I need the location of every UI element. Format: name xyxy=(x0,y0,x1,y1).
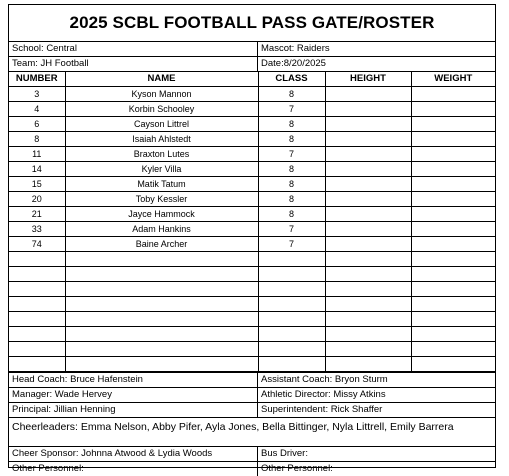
table-row xyxy=(9,282,495,297)
cell-class xyxy=(258,297,325,312)
cell-name xyxy=(65,342,258,357)
cell-height xyxy=(325,162,411,177)
date-field: Date:8/20/2025 xyxy=(261,58,326,69)
table-row xyxy=(9,207,495,222)
table-row xyxy=(9,252,495,267)
cell-name: Cayson Littrel xyxy=(65,117,258,132)
cell-height xyxy=(325,327,411,342)
cell-height xyxy=(325,237,411,252)
cell-height xyxy=(325,132,411,147)
cell-number: 4 xyxy=(9,102,65,117)
cell-number: 15 xyxy=(9,177,65,192)
cell-weight xyxy=(411,117,495,132)
school-field: School: Central xyxy=(9,42,258,56)
cell-weight xyxy=(411,207,495,222)
table-row xyxy=(9,267,495,282)
cell-weight xyxy=(411,102,495,117)
cell-number xyxy=(9,297,65,312)
table-row xyxy=(9,102,495,117)
cell-name xyxy=(65,297,258,312)
cell-number xyxy=(9,252,65,267)
team-field: Team: JH Football xyxy=(9,57,258,71)
cell-name: Toby Kessler xyxy=(65,192,258,207)
cell-name xyxy=(65,252,258,267)
cell-weight xyxy=(411,267,495,282)
footer-row-other xyxy=(9,462,495,476)
cell-height xyxy=(325,252,411,267)
cell-weight xyxy=(411,282,495,297)
column-header-name: NAME xyxy=(65,72,258,87)
cell-name xyxy=(65,327,258,342)
cheer-sponsor-field: Cheer Sponsor: Johnna Atwood & Lydia Woods xyxy=(9,447,258,461)
cell-weight xyxy=(411,147,495,162)
cell-name xyxy=(65,282,258,297)
cell-class xyxy=(258,342,325,357)
cell-weight xyxy=(411,192,495,207)
cell-number: 74 xyxy=(9,237,65,252)
cell-name: Adam Hankins xyxy=(65,222,258,237)
cell-height xyxy=(325,297,411,312)
assistant-coach-field: Assistant Coach: Bryon Sturm xyxy=(261,374,388,385)
info-row-school xyxy=(9,42,495,57)
cell-name: Braxton Lutes xyxy=(65,147,258,162)
cell-weight xyxy=(411,312,495,327)
roster-table xyxy=(9,72,495,372)
cell-number xyxy=(9,267,65,282)
table-row xyxy=(9,327,495,342)
athletic-director-field: Athletic Director: Missy Atkins xyxy=(261,389,386,400)
cell-number: 14 xyxy=(9,162,65,177)
footer-row-principal xyxy=(9,403,495,418)
column-header-number: NUMBER xyxy=(9,72,65,87)
cell-number: 33 xyxy=(9,222,65,237)
cell-height xyxy=(325,147,411,162)
roster-body xyxy=(9,87,495,372)
cell-class: 8 xyxy=(258,207,325,222)
cell-height xyxy=(325,312,411,327)
table-row xyxy=(9,177,495,192)
cell-number xyxy=(9,357,65,372)
cell-number xyxy=(9,282,65,297)
cell-class xyxy=(258,357,325,372)
info-row-team xyxy=(9,57,495,72)
cell-number: 8 xyxy=(9,132,65,147)
cell-height xyxy=(325,192,411,207)
cell-height xyxy=(325,357,411,372)
cell-weight xyxy=(411,237,495,252)
cell-number: 20 xyxy=(9,192,65,207)
cell-height xyxy=(325,342,411,357)
cheerleaders-field: Cheerleaders: Emma Nelson, Abby Pifer, Ayla Jones, Bella Bittinger, Nyla Littrell, Emily Barrera xyxy=(9,418,495,447)
cell-weight xyxy=(411,177,495,192)
cell-class: 7 xyxy=(258,222,325,237)
cell-number xyxy=(9,312,65,327)
cell-class: 8 xyxy=(258,132,325,147)
cell-class: 8 xyxy=(258,192,325,207)
cell-name: Kyson Mannon xyxy=(65,87,258,102)
cell-weight xyxy=(411,132,495,147)
other-personnel-right-field: Other Personnel: xyxy=(261,463,333,474)
cell-height xyxy=(325,207,411,222)
manager-field: Manager: Wade Hervey xyxy=(9,388,258,402)
footer-row-coaches xyxy=(9,373,495,388)
roster-header-row xyxy=(9,72,495,87)
cell-weight xyxy=(411,162,495,177)
cell-name xyxy=(65,267,258,282)
footer-row-sponsor xyxy=(9,447,495,462)
cell-number: 6 xyxy=(9,117,65,132)
head-coach-field: Head Coach: Bruce Hafenstein xyxy=(9,373,258,387)
cell-class xyxy=(258,312,325,327)
table-row xyxy=(9,162,495,177)
cell-name: Korbin Schooley xyxy=(65,102,258,117)
cell-height xyxy=(325,117,411,132)
principal-field: Principal: Jillian Henning xyxy=(9,403,258,417)
cell-height xyxy=(325,222,411,237)
table-row xyxy=(9,192,495,207)
cell-name: Matik Tatum xyxy=(65,177,258,192)
bus-driver-field: Bus Driver: xyxy=(261,448,308,459)
cell-class xyxy=(258,327,325,342)
table-row xyxy=(9,312,495,327)
cell-weight xyxy=(411,342,495,357)
cell-height xyxy=(325,102,411,117)
page-title: 2025 SCBL FOOTBALL PASS GATE/ROSTER xyxy=(9,5,495,42)
table-row xyxy=(9,147,495,162)
footer-row-manager xyxy=(9,388,495,403)
table-row xyxy=(9,357,495,372)
table-row xyxy=(9,87,495,102)
roster-sheet xyxy=(8,4,496,474)
table-row xyxy=(9,297,495,312)
cell-class xyxy=(258,282,325,297)
cell-name: Baine Archer xyxy=(65,237,258,252)
cell-name xyxy=(65,312,258,327)
table-row xyxy=(9,222,495,237)
cell-number xyxy=(9,342,65,357)
other-personnel-left-field: Other Personnel: xyxy=(9,462,258,476)
cell-class xyxy=(258,252,325,267)
cell-class: 8 xyxy=(258,162,325,177)
cell-height xyxy=(325,87,411,102)
cell-weight xyxy=(411,297,495,312)
table-row xyxy=(9,132,495,147)
column-header-class: CLASS xyxy=(258,72,325,87)
column-header-weight: WEIGHT xyxy=(411,72,495,87)
cell-number: 21 xyxy=(9,207,65,222)
cell-weight xyxy=(411,252,495,267)
cell-class xyxy=(258,267,325,282)
table-row xyxy=(9,117,495,132)
cell-number xyxy=(9,327,65,342)
cell-number: 11 xyxy=(9,147,65,162)
cell-weight xyxy=(411,87,495,102)
superintendent-field: Superintendent: Rick Shaffer xyxy=(261,404,383,415)
cell-class: 7 xyxy=(258,237,325,252)
cell-class: 7 xyxy=(258,102,325,117)
cell-number: 3 xyxy=(9,87,65,102)
cell-height xyxy=(325,267,411,282)
cell-height xyxy=(325,282,411,297)
roster-footer xyxy=(9,372,495,476)
table-row xyxy=(9,342,495,357)
cell-name xyxy=(65,357,258,372)
cell-name: Isaiah Ahlstedt xyxy=(65,132,258,147)
cell-weight xyxy=(411,327,495,342)
cell-class: 8 xyxy=(258,87,325,102)
cell-weight xyxy=(411,357,495,372)
cell-name: Jayce Hammock xyxy=(65,207,258,222)
cell-weight xyxy=(411,222,495,237)
column-header-height: HEIGHT xyxy=(325,72,411,87)
table-row xyxy=(9,237,495,252)
cell-height xyxy=(325,177,411,192)
cell-name: Kyler Villa xyxy=(65,162,258,177)
mascot-field: Mascot: Raiders xyxy=(261,43,330,54)
cell-class: 8 xyxy=(258,177,325,192)
cell-class: 7 xyxy=(258,147,325,162)
cell-class: 8 xyxy=(258,117,325,132)
